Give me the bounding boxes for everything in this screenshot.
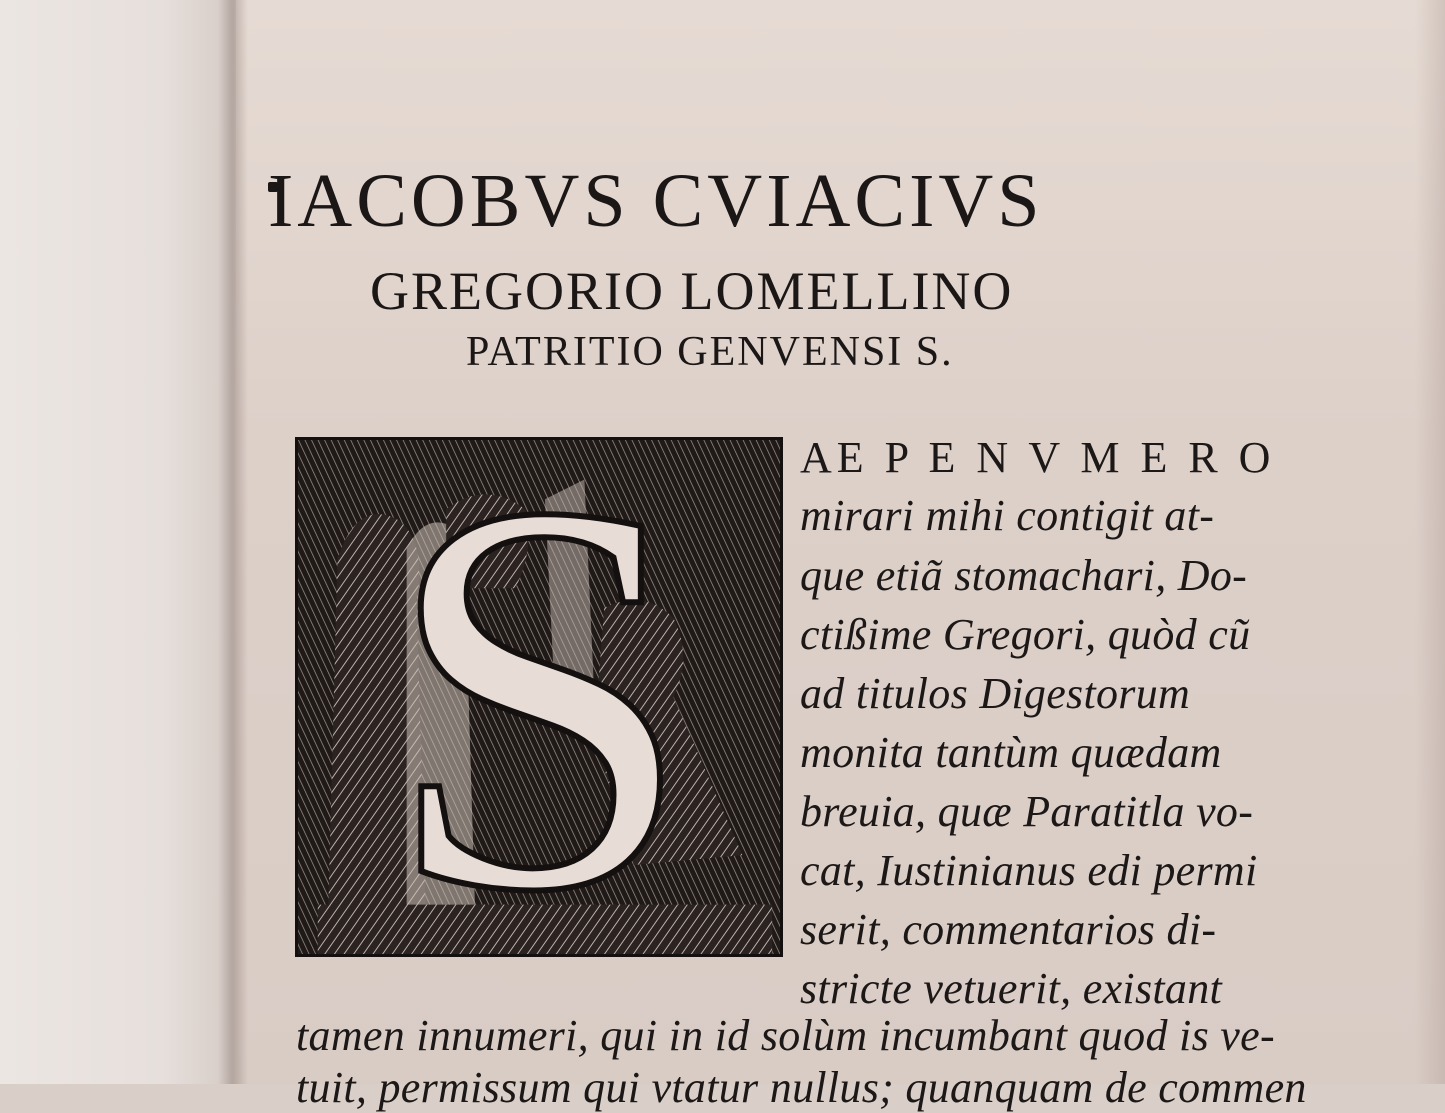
body-line: serit, commentarios di-	[800, 905, 1217, 954]
heading-line-1: IACOBVS CVIACIVS	[268, 159, 1044, 243]
body-line: cat, Iustinianus edi permi	[800, 846, 1258, 895]
body-line: que etiã stomachari, Do-	[800, 551, 1248, 600]
heading-line-3: PATRITIO GENVENSI S.	[466, 329, 954, 375]
body-line: monita tantùm quædam	[800, 728, 1222, 777]
body-line: breuia, quæ Paratitla vo-	[800, 787, 1254, 836]
body-line: mirari mihi contigit at-	[800, 491, 1215, 540]
body-line: tamen innumeri, qui in id solùm incumbant quod is ve-	[296, 1011, 1275, 1060]
body-line: AE P E N V M E R O	[800, 433, 1276, 482]
body-line: ad titulos Digestorum	[800, 669, 1191, 718]
heading-line-2: GREGORIO LOMELLINO	[370, 261, 1014, 321]
body-line: tuit, permissum qui vtatur nullus; quanquam de commen	[296, 1063, 1307, 1112]
body-line: stricte vetuerit, existant	[800, 964, 1223, 1013]
body-line: ctißime Gregori, quòd cũ	[800, 610, 1251, 659]
initial-letter: S	[383, 437, 695, 957]
